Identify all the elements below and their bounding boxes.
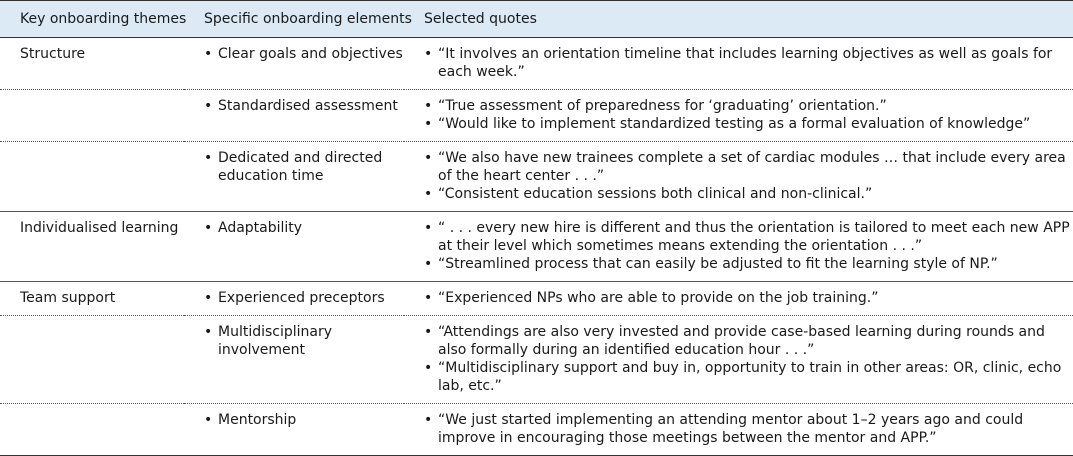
table-row [0,90,1073,142]
quote-text: “It involves an orientation timeline that includes learning objectives as well as goals for each week.” [438,46,1053,80]
bullet-glyph: • [424,46,433,62]
bullet-glyph: • [424,324,433,340]
table-body [0,38,1073,456]
quotes-cell [404,316,1073,404]
theme-cell: Team support [0,282,184,316]
table-header [0,1,1073,38]
element-label: Adaptability [218,220,303,236]
quote-text: “We just started implementing an attending mentor about 1–2 years ago and could improve in encouraging those meetings between the mentor and APP.” [438,412,1024,446]
quotes-cell [404,404,1073,456]
quote-item [424,323,1073,359]
bullet-glyph: • [424,412,433,428]
quote-item [424,185,1073,203]
bullet-glyph: • [424,290,433,306]
quote-text: “Attendings are also very invested and provide case-based learning during rounds and also formally during an identified education hour . . .” [438,324,1045,358]
bullet-glyph: • [424,116,433,132]
quote-item [424,149,1073,185]
element-label: Multidisciplinary involvement [218,324,333,358]
theme-cell [0,316,184,404]
element-cell [184,90,404,142]
header-themes: Key onboarding themes [0,1,184,38]
quote-item [424,45,1073,81]
bullet-glyph: • [424,360,433,376]
theme-cell: Structure [20,46,86,62]
header-quotes: Selected quotes [404,1,1073,38]
quote-text: “We also have new trainees complete a set of cardiac modules … that include every area of the heart center . . .” [438,150,1066,184]
theme-cell [0,404,184,456]
quote-item [424,115,1073,133]
header-elements: Specific onboarding elements [184,1,404,38]
bullet-glyph: • [424,186,433,202]
table-row [0,212,1073,282]
bullet-glyph: • [424,98,433,114]
element-label: Clear goals and objectives [218,46,403,62]
table-row [0,404,1073,456]
header-row [0,1,1073,38]
quotes-cell [404,142,1073,212]
bullet-glyph: • [204,412,213,428]
table-row [0,142,1073,212]
bullet-glyph: • [204,98,213,114]
theme-cell: Individualised learning [0,212,184,282]
bullet-glyph: • [424,220,433,236]
quote-text: “Multidisciplinary support and buy in, opportunity to train in other areas: OR, clinic, echo lab, etc.” [438,360,1062,394]
quote-text: “Streamlined process that can easily be adjusted to fit the learning style of NP.” [438,256,998,272]
quotes-cell [404,282,1073,316]
table-row [0,282,1073,316]
table-row [0,316,1073,404]
quote-item [424,255,1073,273]
element-cell [184,282,404,316]
element-cell [184,212,404,282]
bullet-glyph: • [204,324,213,340]
quote-item [424,219,1073,255]
quotes-cell [404,212,1073,282]
quotes-cell [404,90,1073,142]
quote-item [424,359,1073,395]
element-label: Dedicated and directed education time [218,150,383,184]
element-cell [184,316,404,404]
quote-text: “Experienced NPs who are able to provide on the job training.” [438,290,879,306]
element-label: Standardised assessment [218,98,398,114]
element-label: Mentorship [218,412,297,428]
quote-item [424,411,1073,447]
element-label: Experienced preceptors [218,290,385,306]
quote-text: “Consistent education sessions both clinical and non-clinical.” [438,186,873,202]
bullet-glyph: • [424,256,433,272]
quote-text: “ . . . every new hire is different and thus the orientation is tailored to meet each new APP at their level which sometimes means extending the orientation . . .” [438,220,1070,254]
bullet-glyph: • [204,290,213,306]
table-row [0,38,1073,90]
bullet-glyph: • [204,220,213,236]
bullet-glyph: • [424,150,433,166]
element-cell [184,142,404,212]
element-cell [184,38,404,90]
bullet-glyph: • [204,150,213,166]
quote-text: “True assessment of preparedness for ‘graduating’ orientation.” [438,98,887,114]
quote-item [424,97,1073,115]
element-cell [184,404,404,456]
quote-item [424,289,1073,307]
theme-cell [0,90,184,142]
quotes-cell [404,38,1073,90]
quote-text: “Would like to implement standardized testing as a formal evaluation of knowledge” [438,116,1031,132]
theme-cell [0,142,184,212]
bullet-glyph: • [204,46,213,62]
